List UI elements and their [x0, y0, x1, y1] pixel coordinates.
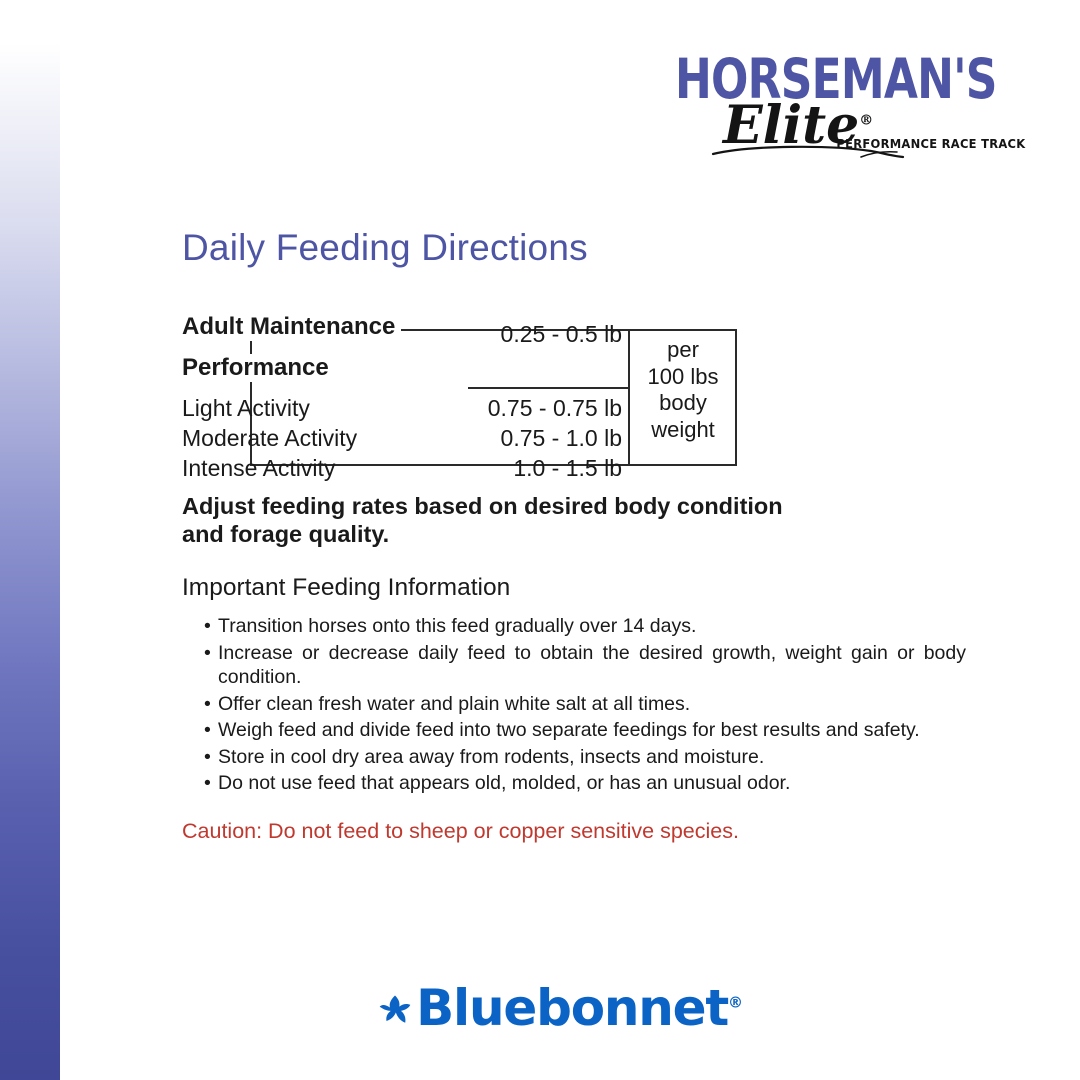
row-label-moderate-activity: Moderate Activity: [182, 424, 358, 451]
feeding-rate-table: [182, 291, 737, 481]
unit-per-100-lbs-body-weight: [634, 337, 732, 444]
important-feeding-information-title: Important Feeding Information: [182, 574, 511, 602]
logo-elite-text: Elite: [723, 95, 860, 156]
group-label-adult-maintenance: Adult Maintenance: [182, 313, 401, 341]
rate-adult-maintenance: 0.25 - 0.5 lb: [500, 320, 622, 347]
row-label-intense-activity: Intense Activity: [182, 454, 336, 481]
rate-intense-activity: 1.0 - 1.5 lb: [513, 454, 622, 481]
bluebonnet-wordmark: [416, 979, 742, 1037]
rate-moderate-activity: 0.75 - 1.0 lb: [500, 424, 622, 451]
logo-tagline: PERFORMANCE RACE TRACK: [836, 136, 1025, 151]
row-label-light-activity: Light Activity: [182, 394, 310, 421]
list-item: • Store in cool dry area away from rodents, insects and moisture.: [204, 745, 966, 770]
logo-wordmark-horsemans: HORSEMAN'S: [675, 47, 997, 111]
list-item: • Increase or decrease daily feed to obtain the desired growth, weight gain or body condition.: [204, 641, 966, 690]
bluebonnet-wordmark-text: Bluebonnet: [416, 979, 729, 1037]
unit-line-4: weight: [651, 417, 715, 443]
bluebonnet-registered-mark: ®: [728, 993, 742, 1012]
content-column: [182, 228, 972, 845]
page-title: Daily Feeding Directions: [182, 227, 588, 268]
unit-line-1: per: [667, 336, 699, 362]
unit-line-3: body: [659, 390, 707, 416]
left-gradient-stripe: [0, 0, 60, 1080]
feeding-information-list: [204, 614, 966, 796]
unit-line-2: 100 lbs: [647, 363, 719, 389]
logo-registered-mark: ®: [859, 112, 874, 129]
group-label-performance: Performance: [182, 354, 335, 382]
bluebonnet-flower-icon: [378, 993, 412, 1027]
list-item: • Weigh feed and divide feed into two separate feedings for best results and safety.: [204, 718, 966, 743]
table-row-divider: [468, 387, 628, 389]
horsemans-elite-logo: [675, 47, 1025, 167]
list-item: • Transition horses onto this feed gradually over 14 days.: [204, 614, 966, 639]
list-item: • Offer clean fresh water and plain white salt at all times.: [204, 692, 966, 717]
adjust-feeding-note: Adjust feeding rates based on desired body condition and forage quality.: [182, 492, 783, 547]
list-item: • Do not use feed that appears old, molded, or has an unusual odor.: [204, 771, 966, 796]
bluebonnet-logo: [0, 978, 1080, 1038]
rate-light-activity: 0.75 - 0.75 lb: [487, 394, 622, 421]
caution-note: Caution: Do not feed to sheep or copper sensitive species.: [182, 819, 739, 843]
